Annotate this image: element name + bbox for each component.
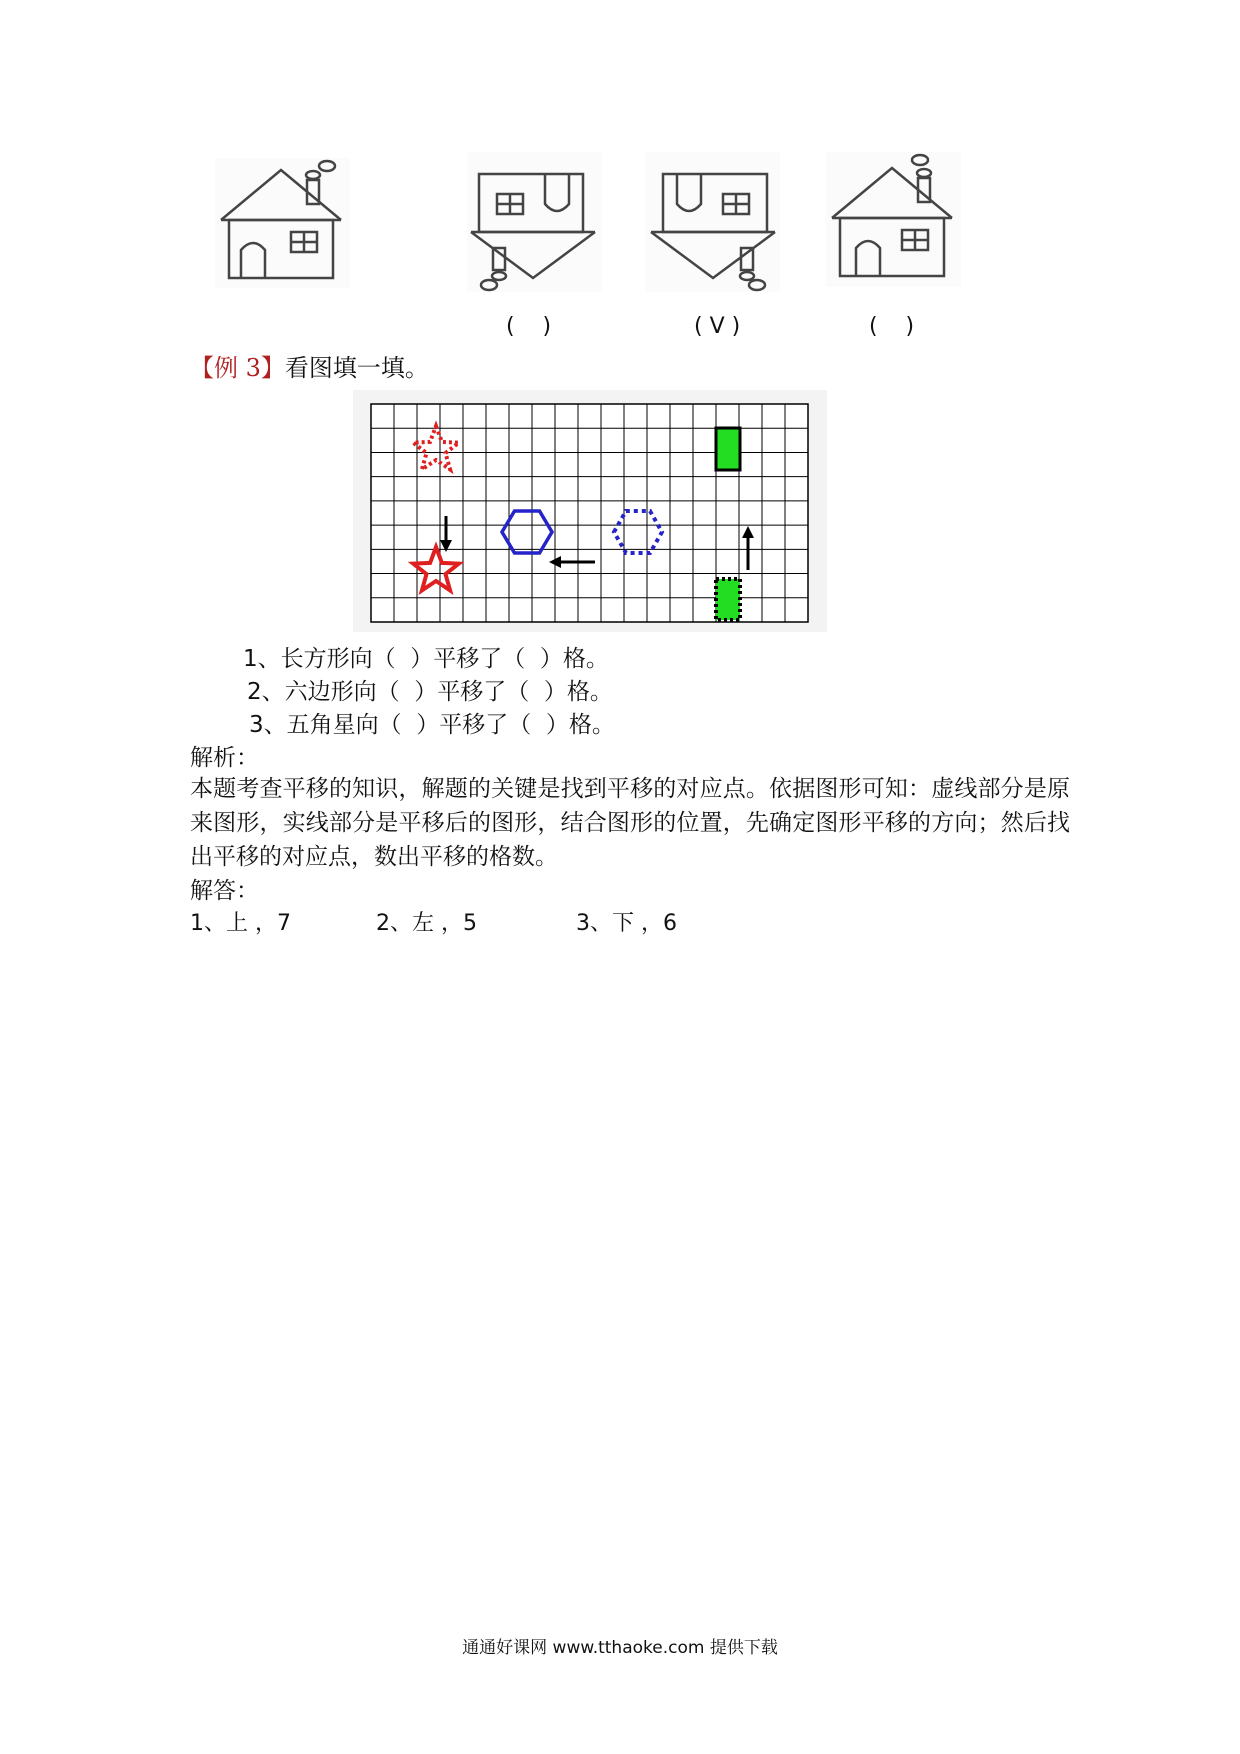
rectangle-translated-solid	[716, 428, 740, 470]
answer-item-1: 1、上 ，7	[190, 911, 291, 936]
answer-mark-3: ( )	[869, 314, 915, 339]
footer-credit: 通通好课网 www.tthaoke.com 提供下载	[462, 1638, 778, 1658]
example-title: 看图填一填。	[284, 354, 429, 382]
house-mirrored-flipped-icon	[645, 152, 780, 292]
house-original-icon	[215, 158, 350, 288]
house-translated-icon	[826, 152, 961, 287]
rectangle-original-dashed	[716, 579, 740, 620]
house-flipped-icon	[467, 152, 602, 292]
question-1: 1、长方形向（ ）平移了（ ）格。	[243, 646, 609, 672]
analysis-label: 解析：	[190, 745, 259, 771]
question-2: 2、六边形向（ ）平移了（ ）格。	[247, 679, 613, 705]
answer-item-2: 2、左 ，5	[376, 911, 477, 936]
example-heading	[190, 348, 429, 383]
answer-mark-1: ( )	[506, 314, 552, 339]
translation-grid	[353, 390, 827, 632]
example-tag: 【例 3】	[190, 354, 285, 382]
translation-grid-figure	[353, 390, 827, 632]
question-3: 3、五角星向（ ）平移了（ ）格。	[249, 712, 615, 738]
answer-mark-2: ( V )	[694, 314, 741, 339]
answer-item-3: 3、下 ，6	[576, 911, 677, 936]
analysis-text: 本题考查平移的知识，解题的关键是找到平移的对应点。依据图形可知：虚线部分是原来图形，实线部分是平移后的图形，结合图形的位置，先确定图形平移的方向；然后找出平移的对应点，数出平移的格数。	[190, 776, 1070, 870]
answer-label: 解答：	[190, 878, 259, 904]
